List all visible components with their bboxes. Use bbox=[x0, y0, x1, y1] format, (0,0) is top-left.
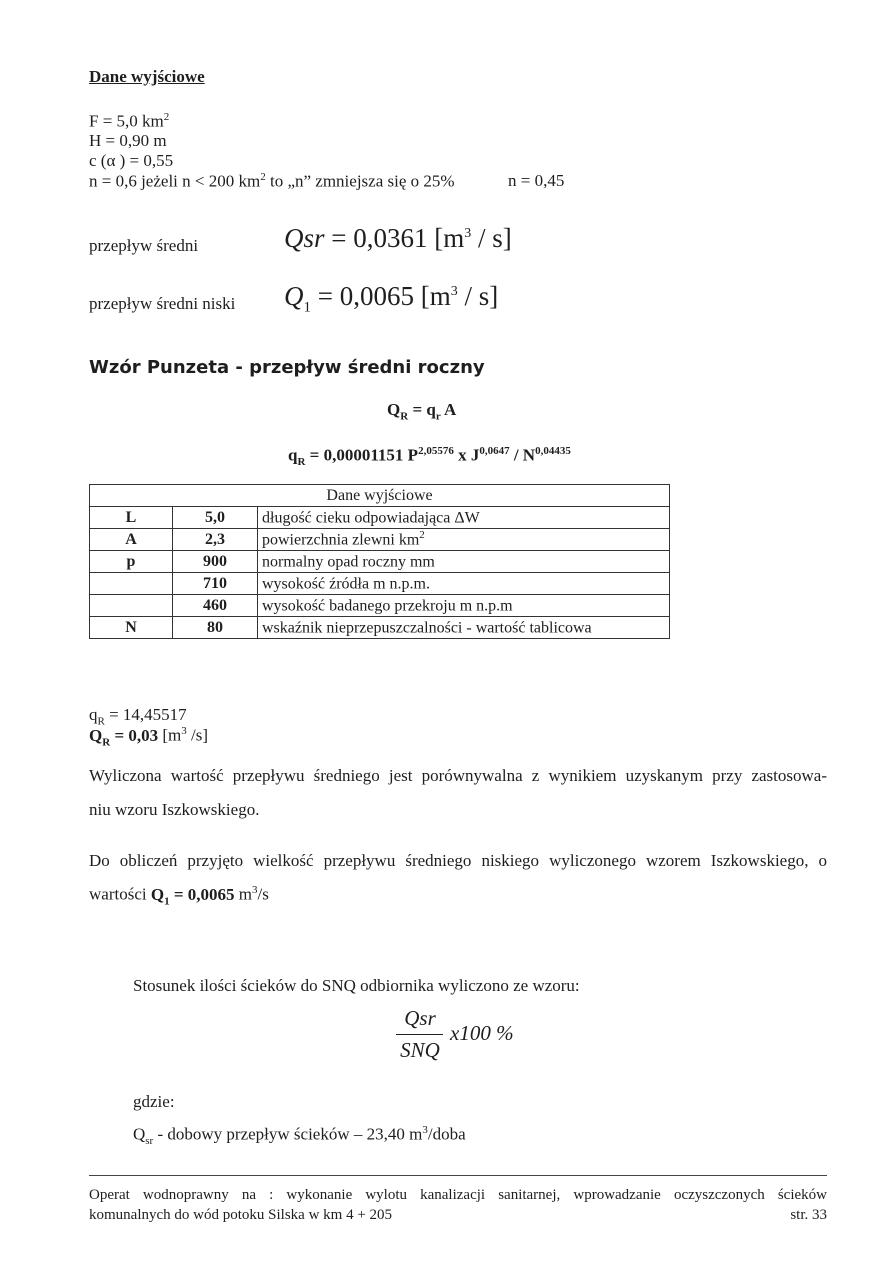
mean-flow-equation: Qsr = 0,0361 $[m^3 / s]$ bbox=[284, 223, 512, 253]
paragraph-comparison-line1: Wyliczona wartość przepływu średniego jest porównywalna z wynikiem uzyskanym przy zastosowa- bbox=[89, 766, 827, 785]
table-cell-description: długość cieku odpowiadająca ΔW bbox=[258, 507, 670, 529]
page-number: str. 33 bbox=[790, 1207, 827, 1223]
table-cell-symbol: N bbox=[90, 617, 173, 639]
table-cell-description: wskaźnik nieprzepuszczalności - wartość tablicowa bbox=[258, 617, 670, 639]
paragraph-adopted-line1: Do obliczeń przyjęto wielkość przepływu średniego niskiego wyliczonego wzorem Iszkowskiego, o bbox=[89, 851, 827, 870]
table-cell-value: 900 bbox=[173, 551, 258, 573]
table-cell-symbol: p bbox=[90, 551, 173, 573]
table-cell-description: powierzchnia zlewni $km^2$ bbox=[258, 529, 670, 551]
table-cell-symbol bbox=[90, 595, 173, 617]
table-cell-symbol: A bbox=[90, 529, 173, 551]
ratio-denominator: SNQ bbox=[400, 1038, 440, 1062]
formula-QR: $Q_R = q_r$ A bbox=[387, 400, 457, 423]
table-row bbox=[90, 595, 670, 617]
low-flow-equation: $Q_1 = 0,0065$ $[m^3 / s]$ bbox=[284, 281, 499, 316]
table-cell-description: wysokość badanego przekroju m n.p.m bbox=[258, 595, 670, 617]
paragraph-adopted-line2: wartości $Q_1 = 0,0065$ $m^3/s$ bbox=[89, 884, 269, 908]
table-row bbox=[90, 617, 670, 639]
table-row bbox=[90, 507, 670, 529]
table-cell-value: 80 bbox=[173, 617, 258, 639]
table-cell-value: 460 bbox=[173, 595, 258, 617]
table-cell-value: 5,0 bbox=[173, 507, 258, 529]
table-cell-symbol: L bbox=[90, 507, 173, 529]
table-header: Dane wyjściowe bbox=[90, 485, 670, 507]
table-cell-description: normalny opad roczny mm bbox=[258, 551, 670, 573]
table-row bbox=[90, 551, 670, 573]
result-QR: $Q_R = 0,03$ [$m^3$ /s] bbox=[89, 725, 209, 749]
table-cell-description: wysokość źródła m n.p.m. bbox=[258, 573, 670, 595]
footer-divider bbox=[89, 1175, 827, 1176]
table-row bbox=[90, 573, 670, 595]
low-flow-label: przepływ średni niski bbox=[89, 294, 236, 313]
fraction-line bbox=[396, 1034, 443, 1035]
param-F: F = 5,0 $km^2$ bbox=[89, 111, 170, 131]
ratio-numerator: Qsr bbox=[404, 1006, 436, 1030]
param-n-value: n = 0,45 bbox=[508, 171, 565, 190]
ratio-intro: Stosunek ilości ścieków do SNQ odbiornika wyliczono ze wzoru: bbox=[133, 976, 580, 995]
footer-line2: komunalnych do wód potoku Silska w km 4 + 205 bbox=[89, 1207, 393, 1223]
param-H: H = 0,90 m bbox=[89, 131, 167, 150]
mean-flow-label: przepływ średni bbox=[89, 236, 199, 255]
punzet-title: Wzór Punzeta - przepływ średni roczny bbox=[89, 357, 485, 378]
table-cell-value: 2,3 bbox=[173, 529, 258, 551]
section-heading: Dane wyjściowe bbox=[89, 67, 205, 86]
footer-line1: Operat wodnoprawny na : wykonanie wylotu kanalizacji sanitarnej, wprowadzanie oczyszczonych ścieków bbox=[89, 1187, 827, 1203]
table-row bbox=[90, 529, 670, 551]
param-n: n = 0,6 jeżeli n < 200 $km^2$ to „n” zmniejsza się o 25% bbox=[89, 171, 455, 191]
table-cell-symbol bbox=[90, 573, 173, 595]
formula-qR: $q_R = 0,00001151$ $P^{2,05576}$ x $J^{0,0647} / N^{0,04435}$ bbox=[288, 445, 571, 469]
input-data-table bbox=[89, 484, 670, 639]
table-cell-value: 710 bbox=[173, 573, 258, 595]
qsr-definition: $Q_{sr}$ - dobowy przepływ ścieków – 23,40 $m^3$/doba bbox=[133, 1124, 466, 1148]
param-c: c (α ) = 0,55 bbox=[89, 151, 174, 170]
gdzie-label: gdzie: bbox=[133, 1092, 175, 1111]
result-qR: $q_R = 14,45517$ bbox=[89, 705, 187, 728]
ratio-multiplier: x100 % bbox=[450, 1021, 514, 1045]
table-header-row bbox=[90, 485, 670, 507]
paragraph-comparison-line2: niu wzoru Iszkowskiego. bbox=[89, 800, 260, 819]
